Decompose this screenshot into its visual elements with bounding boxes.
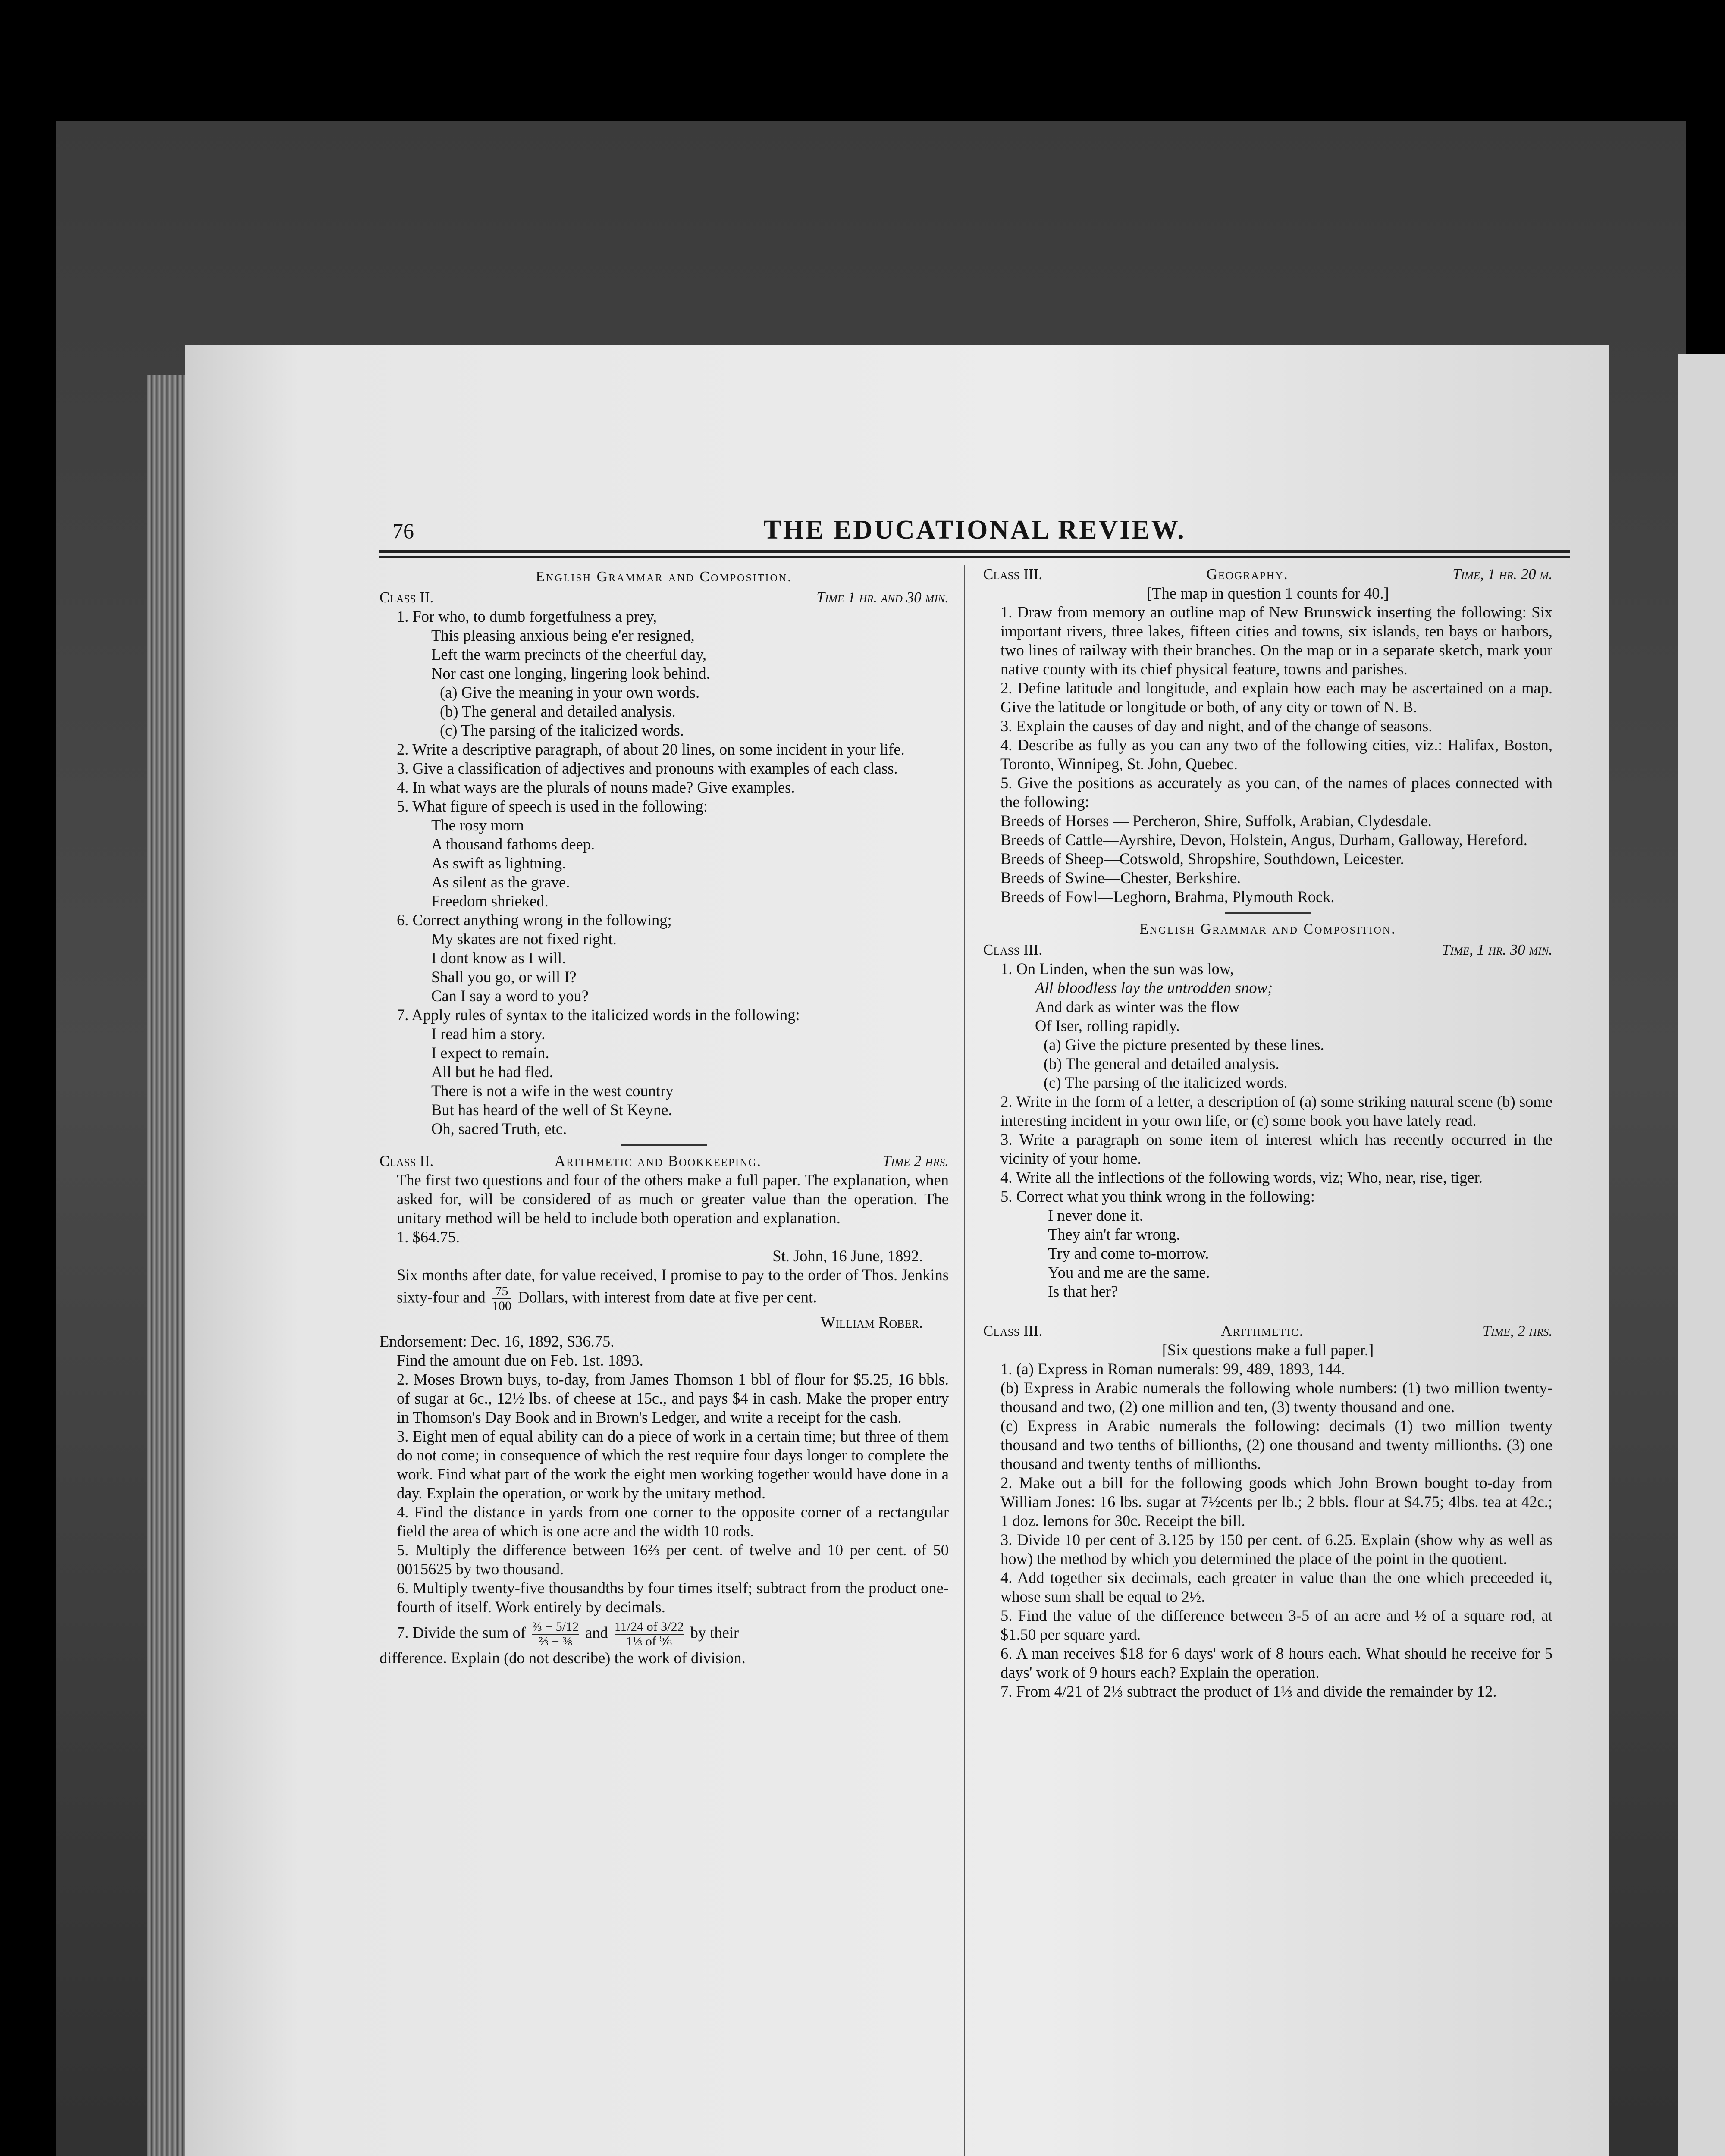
class-line bbox=[983, 1322, 1552, 1341]
class-label: Class II. bbox=[380, 1153, 434, 1169]
sub-question: (b) The general and detailed analysis. bbox=[440, 702, 676, 720]
question-text: 7. Divide the sum of bbox=[397, 1623, 526, 1642]
section-title: Arithmetic and Bookkeeping. bbox=[554, 1153, 762, 1169]
verse-line: A thousand fathoms deep. bbox=[431, 835, 595, 853]
verse-line: I expect to remain. bbox=[431, 1044, 549, 1062]
left-column bbox=[380, 565, 949, 1669]
fraction-numerator: 11/24 of 3/22 bbox=[614, 1620, 684, 1634]
running-title: THE EDUCATIONAL REVIEW. bbox=[763, 515, 1186, 545]
endorsement: Endorsement: Dec. 16, 1892, $36.75. bbox=[380, 1332, 615, 1350]
adjacent-page-edge bbox=[1678, 354, 1725, 2156]
class-label: Class III. bbox=[983, 1322, 1042, 1339]
verse-line: All but he had fled. bbox=[431, 1063, 553, 1081]
list-item: Breeds of Sheep—Cotswold, Shropshire, Southdown, Leicester. bbox=[1000, 850, 1404, 868]
time-allowed: Time, 1 hr. 30 min. bbox=[1442, 941, 1552, 958]
question: (b) Express in Arabic numerals the following whole numbers: (1) two million twenty-thousand and two, (2) one million and ten, (3) twenty thousand and one. bbox=[1000, 1379, 1552, 1416]
verse-line: I read him a story. bbox=[431, 1025, 546, 1043]
page-number: 76 bbox=[392, 519, 414, 543]
time-allowed: Time 1 hr. and 30 min. bbox=[816, 589, 949, 606]
question: 6. Correct anything wrong in the following; bbox=[397, 911, 672, 929]
list-item: Breeds of Fowl—Leghorn, Brahma, Plymouth Rock. bbox=[1000, 888, 1335, 906]
question: 4. Write all the inflections of the following words, viz; Who, near, rise, tiger. bbox=[1000, 1169, 1483, 1186]
question: 1. On Linden, when the sun was low, bbox=[1000, 960, 1234, 978]
question: 6. A man receives $18 for 6 days' work of 8 hours each. What should he receive for 5 days' work of 9 hours each? Explain the operation. bbox=[1000, 1645, 1552, 1681]
verse-line: They ain't far wrong. bbox=[1048, 1225, 1180, 1243]
class-label: Class III. bbox=[983, 566, 1042, 583]
question: 6. Multiply twenty-five thousandths by four times itself; subtract from the product one-fourth of itself. Work entirely by decimals. bbox=[397, 1579, 949, 1616]
question: 3. Write a paragraph on some item of interest which has recently occurred in the vicinity of your home. bbox=[1000, 1131, 1552, 1167]
class-line bbox=[983, 565, 1552, 584]
fraction bbox=[615, 1620, 684, 1648]
note-place-date: St. John, 16 June, 1892. bbox=[772, 1247, 923, 1265]
class-label: Class II. bbox=[380, 589, 434, 606]
page-header bbox=[380, 509, 1570, 543]
verse-line: Oh, sacred Truth, etc. bbox=[431, 1120, 567, 1138]
verse-line: Try and come to-morrow. bbox=[1048, 1244, 1209, 1262]
sub-question: (c) The parsing of the italicized words. bbox=[1044, 1074, 1288, 1091]
section-english-class-iii bbox=[983, 920, 1552, 1301]
verse-line: Can I say a word to you? bbox=[431, 987, 589, 1005]
verse-line: All bloodless lay the untrodden snow; bbox=[1035, 979, 1273, 997]
promissory-note bbox=[380, 1266, 949, 1313]
class-line bbox=[983, 940, 1552, 959]
class-line bbox=[380, 588, 949, 607]
question: difference. Explain (do not describe) the work of division. bbox=[380, 1649, 746, 1667]
right-column bbox=[983, 565, 1552, 1703]
section-english-class-ii bbox=[380, 567, 949, 1138]
verse-line: Of Iser, rolling rapidly. bbox=[1035, 1017, 1180, 1034]
verse-line: Is that her? bbox=[1048, 1282, 1118, 1300]
verse-line: Freedom shrieked. bbox=[431, 892, 549, 910]
fraction-numerator: 75 bbox=[492, 1285, 511, 1299]
question: 7. From 4/21 of 2⅓ subtract the product of 1⅓ and divide the remainder by 12. bbox=[1000, 1683, 1497, 1700]
time-allowed: Time, 1 hr. 20 m. bbox=[1452, 566, 1552, 583]
question: 1. For who, to dumb forgetfulness a prey, bbox=[397, 608, 657, 625]
sub-question: (a) Give the meaning in your own words. bbox=[440, 683, 700, 701]
section-arithmetic-class-iii bbox=[983, 1322, 1552, 1701]
question: 5. Give the positions as accurately as you can, of the names of places connected with the following: bbox=[1000, 774, 1552, 811]
question: 4. In what ways are the plurals of nouns made? Give examples. bbox=[397, 778, 795, 796]
question: 2. Define latitude and longitude, and explain how each may be ascertained on a map. Give the latitude or longitude or both, of any city or town of N. B. bbox=[1000, 679, 1552, 716]
section-title: Arithmetic. bbox=[1221, 1322, 1304, 1339]
verse-line: There is not a wife in the west country bbox=[431, 1082, 674, 1100]
question-with-fractions bbox=[380, 1620, 949, 1648]
question: Find the amount due on Feb. 1st. 1893. bbox=[397, 1351, 643, 1369]
class-line bbox=[380, 1152, 949, 1171]
column-divider bbox=[964, 565, 965, 2156]
note-text: Dollars, with interest from date at five per cent. bbox=[518, 1288, 817, 1306]
question: 7. Apply rules of syntax to the italicized words in the following: bbox=[397, 1006, 800, 1024]
note-text: Six months after date, for value received, I promise to pay to the order of Thos. Jenkins sixty-four and bbox=[397, 1266, 949, 1306]
verse-line: My skates are not fixed right. bbox=[431, 930, 617, 948]
question: 2. Write in the form of a letter, a description of (a) some striking natural scene (b) some interesting incident in your own life, or (c) some book you have lately read. bbox=[1000, 1093, 1552, 1129]
note-signature: William Rober. bbox=[820, 1313, 923, 1331]
question: 5. Find the value of the difference between 3-5 of an acre and ½ of a square rod, at $1.50 per square yard. bbox=[1000, 1607, 1552, 1643]
verse-line: The rosy morn bbox=[431, 816, 524, 834]
question: 3. Eight men of equal ability can do a piece of work in a certain time; but three of them do not come; in consequence of which the rest require four days longer to complete the work. Find what part of the work the eight men working together would have done in a day. Explain the operation, or work by the unitary method. bbox=[397, 1427, 949, 1502]
list-item: Breeds of Horses — Percheron, Shire, Suffolk, Arabian, Clydesdale. bbox=[1000, 812, 1432, 830]
time-allowed: Time 2 hrs. bbox=[882, 1153, 949, 1169]
section-divider bbox=[1225, 912, 1311, 914]
question: 4. Describe as fully as you can any two of the following cities, viz.: Halifax, Boston, Toronto, Winnipeg, St. John, Quebec. bbox=[1000, 736, 1552, 773]
question: 5. Multiply the difference between 16⅔ per cent. of twelve and 10 per cent. of 50 0015625 by two thousand. bbox=[397, 1541, 949, 1578]
time-allowed: Time, 2 hrs. bbox=[1482, 1322, 1552, 1339]
fraction-denominator: 1⅓ of ⅚ bbox=[626, 1634, 672, 1648]
question: 2. Moses Brown buys, to-day, from James Thomson 1 bbl of flour for $5.25, 16 bbls. of sugar at 6c., 12½ lbs. of cheese at 15c., and pays $4 in cash. Make the proper entry in Thomson's Day Book and in Brown's Ledger, and write a receipt for the cash. bbox=[397, 1370, 949, 1426]
question: 2. Write a descriptive paragraph, of about 20 lines, on some incident in your life. bbox=[397, 740, 905, 758]
section-geography-class-iii bbox=[983, 565, 1552, 906]
question-text: and bbox=[585, 1623, 608, 1642]
fraction-denominator: ⅔ − ⅜ bbox=[539, 1634, 572, 1648]
fraction bbox=[492, 1285, 511, 1313]
fraction-numerator: ⅔ − 5/12 bbox=[532, 1620, 579, 1634]
verse-line: You and me are the same. bbox=[1048, 1263, 1210, 1281]
question: 4. Find the distance in yards from one corner to the opposite corner of a rectangular field the area of which is one acre and the width 10 rods. bbox=[397, 1503, 949, 1540]
verse-line: As swift as lightning. bbox=[431, 854, 566, 872]
verse-line: Left the warm precincts of the cheerful day, bbox=[431, 646, 707, 663]
fraction bbox=[532, 1620, 579, 1648]
section-title: English Grammar and Composition. bbox=[1139, 921, 1396, 937]
question: 1. (a) Express in Roman numerals: 99, 489, 1893, 144. bbox=[1000, 1360, 1345, 1378]
verse-line: Nor cast one longing, lingering look behind. bbox=[431, 664, 710, 682]
verse-line: This pleasing anxious being e'er resigned, bbox=[431, 627, 695, 644]
question: 4. Add together six decimals, each greater in value than the one which preceeded it, whose sum shall be equal to 2½. bbox=[1000, 1569, 1552, 1605]
section-arithmetic-class-ii bbox=[380, 1152, 949, 1667]
header-rule-thin bbox=[380, 556, 1570, 558]
verse-line: And dark as winter was the flow bbox=[1035, 998, 1240, 1015]
verse-line: Shall you go, or will I? bbox=[431, 968, 577, 986]
list-item: Breeds of Cattle—Ayrshire, Devon, Holstein, Angus, Durham, Galloway, Hereford. bbox=[1000, 831, 1527, 849]
question: 5. Correct what you think wrong in the following: bbox=[1000, 1188, 1315, 1205]
question: 1. $64.75. bbox=[397, 1228, 460, 1246]
question: 5. What figure of speech is used in the following: bbox=[397, 797, 708, 815]
question: 3. Explain the causes of day and night, and of the change of seasons. bbox=[1000, 717, 1433, 735]
verse-line: I dont know as I will. bbox=[431, 949, 566, 967]
section-title: English Grammar and Composition. bbox=[536, 569, 793, 585]
question: 3. Divide 10 per cent of 3.125 by 150 per cent. of 6.25. Explain (show why as well as how) the method by which you determined the place of the point in the quotient. bbox=[1000, 1531, 1552, 1567]
list-item: Breeds of Swine—Chester, Berkshire. bbox=[1000, 869, 1241, 887]
sub-question: (a) Give the picture presented by these lines. bbox=[1044, 1036, 1324, 1053]
question-text: by their bbox=[690, 1623, 739, 1642]
question: 3. Give a classification of adjectives and pronouns with examples of each class. bbox=[397, 759, 898, 777]
fraction-denominator: 100 bbox=[492, 1299, 511, 1313]
question: 2. Make out a bill for the following goods which John Brown bought to-day from William Jones: 16 lbs. sugar at 7½cents per lb.; 2 bbls. flour at $4.75; 4lbs. tea at 42c.; 1 doz. lemons for 30c. Receipt the bill. bbox=[1000, 1474, 1552, 1529]
class-label: Class III. bbox=[983, 941, 1042, 958]
section-divider bbox=[621, 1144, 707, 1146]
instructions: The first two questions and four of the others make a full paper. The explanation, when asked for, will be considered of as much or greater value than the operation. The unitary method will be held to include both operation and explanation. bbox=[397, 1171, 949, 1227]
verse-line: I never done it. bbox=[1048, 1206, 1143, 1224]
instructions: [The map in question 1 counts for 40.] bbox=[1147, 584, 1389, 602]
sub-question: (c) The parsing of the italicized words. bbox=[440, 721, 684, 739]
header-rule bbox=[380, 550, 1570, 553]
sub-question: (b) The general and detailed analysis. bbox=[1044, 1055, 1280, 1072]
printed-page bbox=[380, 509, 1570, 2156]
verse-line: As silent as the grave. bbox=[431, 873, 570, 891]
verse-line: But has heard of the well of St Keyne. bbox=[431, 1101, 672, 1119]
instructions: [Six questions make a full paper.] bbox=[1162, 1341, 1374, 1359]
section-title: Geography. bbox=[1206, 566, 1289, 583]
question: (c) Express in Arabic numerals the following: decimals (1) two million twenty thousand and two tenths of billionths, (2) one thousand and twenty millionths. (3) one thousand and twenty tenths of millionths. bbox=[1000, 1417, 1552, 1473]
question: 1. Draw from memory an outline map of New Brunswick inserting the following: Six important rivers, three lakes, fifteen cities and towns, six islands, ten bays or harbors, two lines of railway with their branches. On the map or in a separate sketch, mark your native county with its chief physical feature, towns and parishes. bbox=[1000, 603, 1552, 678]
